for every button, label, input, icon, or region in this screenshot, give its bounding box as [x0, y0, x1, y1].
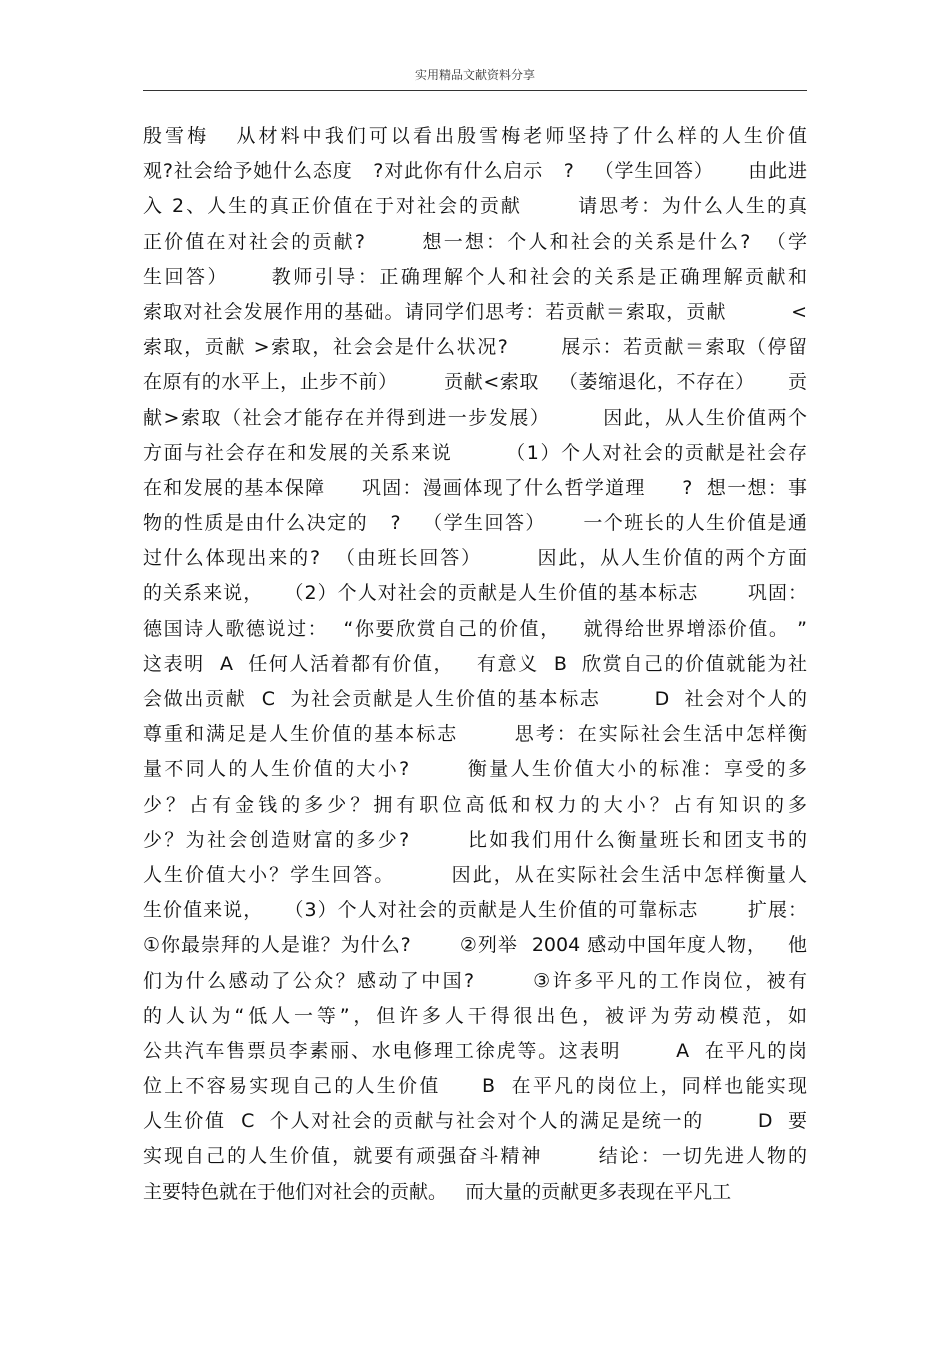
- text-line: 献>索取（社会才能存在并得到进一步发展） 因此，从人生价值两个: [143, 406, 807, 429]
- text-line: 物的性质是由什么决定的 ? （学生回答） 一个班长的人生价值是通: [143, 512, 807, 535]
- text-line: 入 2、人生的真正价值在于对社会的贡献 请思考：为什么人生的真: [143, 195, 807, 218]
- text-line: 观?社会给予她什么态度 ?对此你有什么启示 ? （学生回答） 由此进: [143, 160, 807, 183]
- text-line: 这表明 A 任何人活着都有价值， 有意义 B 欣赏自己的价值就能为社: [143, 652, 807, 675]
- text-line: 的关系来说， （2）个人对社会的贡献是人生价值的基本标志 巩固：: [143, 582, 807, 605]
- text-line: 人生价值 C 个人对社会的贡献与社会对个人的满足是统一的 D 要: [143, 1110, 807, 1133]
- text-line: 生回答） 教师引导：正确理解个人和社会的关系是正确理解贡献和: [143, 265, 807, 288]
- page-header: 实用精品文献资料分享: [414, 68, 535, 82]
- text-line: 会做出贡献 C 为社会贡献是人生价值的基本标志 D 社会对个人的: [143, 688, 807, 710]
- text-line: 实现自己的人生价值，就要有顽强奋斗精神 结论：一切先进人物的: [143, 1145, 807, 1168]
- text-line: 位上不容易实现自己的人生价值 B 在平凡的岗位上，同样也能实现: [143, 1075, 807, 1098]
- header-divider: [143, 90, 807, 91]
- text-line: 生价值来说， （3）个人对社会的贡献是人生价值的可靠标志 扩展：: [143, 899, 807, 922]
- text-line: 在原有的水平上，止步不前） 贡献<索取 （萎缩退化，不存在） 贡: [143, 371, 807, 394]
- text-line: 在和发展的基本保障 巩固：漫画体现了什么哲学道理 ? 想一想：事: [143, 476, 807, 499]
- text-line: 索取对社会发展作用的基础。请同学们思考：若贡献＝索取，贡献 <: [143, 300, 807, 323]
- text-line: 少？占有金钱的多少？拥有职位高低和权力的大小？占有知识的多: [143, 793, 807, 816]
- text-line: 索取，贡献 >索取，社会会是什么状况? 展示：若贡献＝索取（停留: [143, 336, 807, 359]
- text-line: 人生价值大小？学生回答。 因此，从在实际社会生活中怎样衡量人: [143, 863, 807, 886]
- body-text: [143, 119, 807, 1210]
- text-line: 的人认为“低人一等”，但许多人干得很出色，被评为劳动模范，如: [143, 1004, 807, 1027]
- text-line: 主要特色就在于他们对社会的贡献。 而大量的贡献更多表现在平凡工: [143, 1180, 732, 1203]
- text-line: 殷雪梅 从材料中我们可以看出殷雪梅老师坚持了什么样的人生价值: [143, 125, 807, 147]
- text-line: 过什么体现出来的? （由班长回答） 因此，从人生价值的两个方面: [143, 547, 807, 570]
- text-line: 们为什么感动了公众？感动了中国? ③许多平凡的工作岗位，被有: [143, 969, 807, 992]
- text-line: 公共汽车售票员李素丽、水电修理工徐虎等。这表明 A 在平凡的岗: [143, 1039, 807, 1062]
- text-line: 量不同人的人生价值的大小? 衡量人生价值大小的标准：享受的多: [143, 758, 807, 781]
- text-line: 方面与社会存在和发展的关系来说 （1）个人对社会的贡献是社会存: [143, 441, 807, 464]
- text-line: 德国诗人歌德说过： “你要欣赏自己的价值， 就得给世界增添价值。 ”: [143, 617, 807, 640]
- text-line: 尊重和满足是人生价值的基本标志 思考：在实际社会生活中怎样衡: [143, 723, 807, 746]
- text-line: ①你最崇拜的人是谁？为什么? ②列举 2004 感动中国年度人物， 他: [143, 934, 807, 957]
- text-line: 少？为社会创造财富的多少? 比如我们用什么衡量班长和团支书的: [143, 828, 807, 851]
- text-line: 正价值在对社会的贡献? 想一想：个人和社会的关系是什么? （学: [143, 230, 807, 253]
